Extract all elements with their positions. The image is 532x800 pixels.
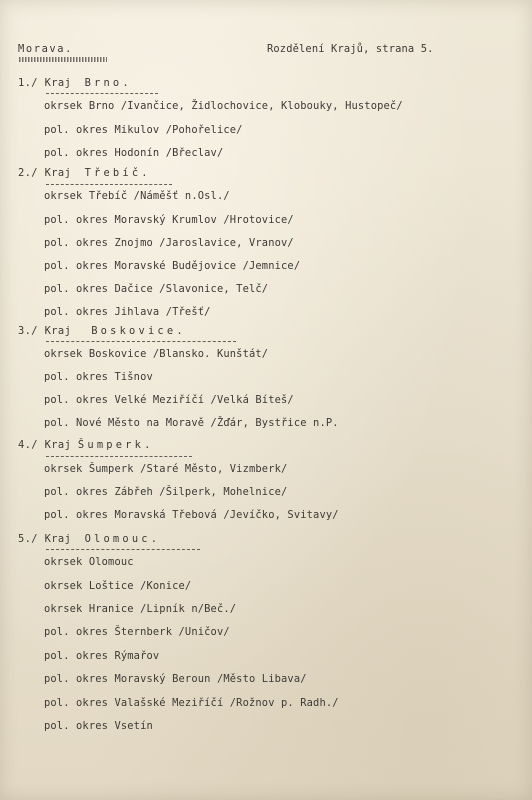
- section-name-2: Třebíč.: [84, 167, 151, 179]
- section-name-1: Brno.: [84, 77, 132, 89]
- list-item: pol. okres Moravský Beroun /Město Libava/: [44, 673, 307, 685]
- list-item: pol. okres Jihlava /Třešť/: [44, 306, 211, 318]
- heading-underline: [19, 57, 107, 62]
- list-item: pol. okres Moravské Budějovice /Jemnice/: [44, 260, 301, 272]
- section-underline-5: [46, 549, 200, 552]
- section-label-1: 1./ Kraj: [18, 77, 72, 89]
- list-item: okrsek Boskovice /Blansko. Kunštát/: [44, 348, 269, 360]
- list-item: okrsek Olomouc: [44, 556, 134, 568]
- section-heading-1: [18, 77, 132, 90]
- section-label-5: 5./ Kraj: [18, 533, 72, 545]
- section-label-3: 3./ Kraj: [18, 325, 72, 337]
- list-item: pol. okres Vsetín: [44, 720, 153, 732]
- list-item: okrsek Hranice /Lipník n/Beč./: [44, 603, 237, 615]
- list-item: pol. okres Valašské Meziříčí /Rožnov p. Radh./: [44, 697, 339, 709]
- list-item: pol. Nové Město na Moravě /Žďár, Bystřice n.P.: [44, 417, 339, 429]
- section-underline-1: [46, 93, 158, 96]
- section-underline-2: [46, 184, 172, 187]
- list-item: pol. okres Hodonín /Břeclav/: [44, 147, 224, 159]
- document-region-heading: Morava.: [18, 43, 73, 55]
- section-heading-5: [18, 533, 160, 546]
- section-name-4: Šumperk.: [77, 439, 154, 451]
- section-heading-4: [18, 439, 154, 452]
- section-label-4: 4./ Kraj: [18, 439, 72, 451]
- list-item: pol. okres Mikulov /Pohořelice/: [44, 124, 243, 136]
- list-item: pol. okres Moravská Třebová /Jevíčko, Svitavy/: [44, 509, 339, 521]
- list-item: okrsek Loštice /Konice/: [44, 580, 192, 592]
- list-item: pol. okres Šternberk /Uničov/: [44, 626, 230, 638]
- list-item: pol. okres Velké Meziříčí /Velká Bíteš/: [44, 394, 294, 406]
- list-item: pol. okres Moravský Krumlov /Hrotovice/: [44, 214, 294, 226]
- section-underline-3: [46, 341, 236, 344]
- section-underline-4: [46, 456, 192, 459]
- list-item: pol. okres Tišnov: [44, 371, 153, 383]
- list-item: pol. okres Znojmo /Jaroslavice, Vranov/: [44, 237, 294, 249]
- section-heading-2: [18, 167, 151, 180]
- list-item: okrsek Šumperk /Staré Město, Vizmberk/: [44, 463, 288, 475]
- section-name-5: Olomouc.: [84, 533, 161, 545]
- page-header-title: Rozdělení Krajů, strana 5.: [267, 43, 434, 55]
- section-label-2: 2./ Kraj: [18, 167, 72, 179]
- list-item: pol. okres Rýmařov: [44, 650, 160, 662]
- list-item: pol. okres Dačice /Slavonice, Telč/: [44, 283, 269, 295]
- list-item: okrsek Brno /Ivančice, Židlochovice, Klobouky, Hustopeč/: [44, 100, 403, 112]
- section-heading-3: [18, 325, 186, 338]
- section-name-3: Boskovice.: [91, 325, 186, 337]
- list-item: pol. okres Zábřeh /Šilperk, Mohelnice/: [44, 486, 288, 498]
- list-item: okrsek Třebíč /Náměšť n.Osl./: [44, 190, 230, 202]
